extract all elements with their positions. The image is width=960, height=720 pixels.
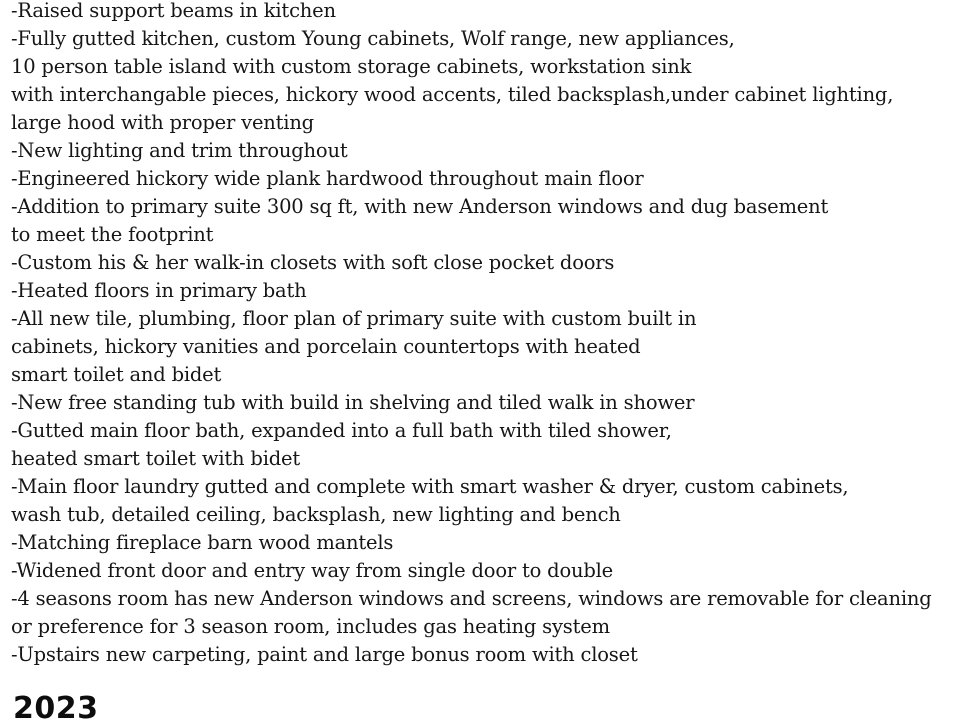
text-line: -Fully gutted kitchen, custom Young cabinets, Wolf range, new appliances, (11, 27, 735, 50)
text-line: -Addition to primary suite 300 sq ft, with new Anderson windows and dug basement (11, 195, 829, 218)
text-line: -Upstairs new carpeting, paint and large bonus room with closet (11, 643, 638, 666)
text-line: -Engineered hickory wide plank hardwood throughout main floor (11, 167, 644, 190)
text-line: -Raised support beams in kitchen (11, 0, 336, 22)
text-line: -All new tile, plumbing, floor plan of primary suite with custom built in (11, 307, 697, 330)
text-line: -Widened front door and entry way from single door to double (11, 559, 614, 582)
text-line: -4 seasons room has new Anderson windows and screens, windows are removable for cleaning (11, 587, 932, 610)
text-line: -Matching fireplace barn wood mantels (11, 531, 394, 554)
text-line: wash tub, detailed ceiling, backsplash, new lighting and bench (11, 503, 621, 526)
text-line: -Heated floors in primary bath (11, 279, 307, 302)
text-line: -Gutted main floor bath, expanded into a full bath with tiled shower, (11, 419, 672, 442)
text-line: cabinets, hickory vanities and porcelain countertops with heated (11, 335, 641, 358)
text-line: to meet the footprint (11, 223, 214, 246)
text-line: or preference for 3 season room, includes gas heating system (11, 615, 610, 638)
text-line: smart toilet and bidet (11, 363, 222, 386)
text-line: -Custom his & her walk-in closets with soft close pocket doors (11, 251, 615, 274)
year-heading: 2023 (13, 691, 99, 720)
renovation-list (11, 0, 960, 669)
text-line: -Main floor laundry gutted and complete with smart washer & dryer, custom cabinets, (11, 475, 849, 498)
text-line: -New free standing tub with build in shelving and tiled walk in shower (11, 391, 695, 414)
text-line: with interchangable pieces, hickory wood accents, tiled backsplash,under cabinet lighting, (11, 83, 894, 106)
text-line: large hood with proper venting (11, 111, 314, 134)
text-line: -New lighting and trim throughout (11, 139, 348, 162)
text-line: heated smart toilet with bidet (11, 447, 300, 470)
text-line: 10 person table island with custom storage cabinets, workstation sink (11, 55, 692, 78)
